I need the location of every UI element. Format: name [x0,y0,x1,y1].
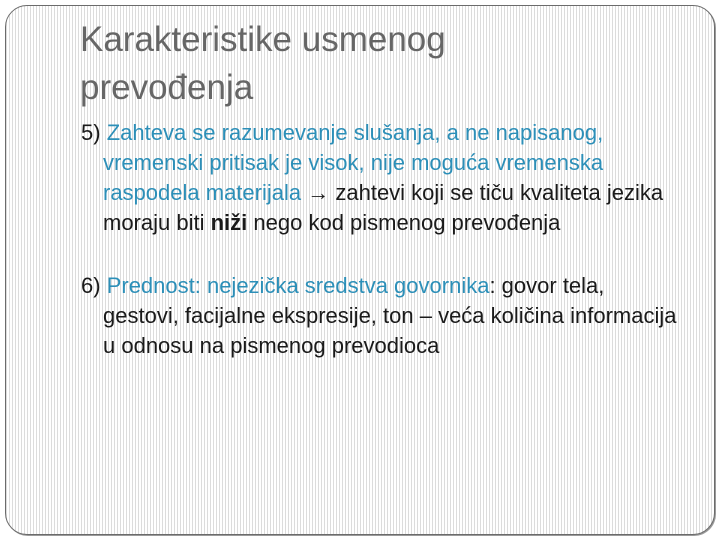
item-text: : govor tela, gestovi, facijalne ekspresije, ton – veća količina informacija u odnosu na pismenog prevodioca [103,273,677,358]
arrow-icon: → [307,180,330,205]
item-text: zahtevi koji se tiču kvaliteta jezika moraju biti [103,180,664,235]
item-highlight-text: Zahteva se razumevanje slušanja, a ne napisanog, vremenski pritisak je visok, nije moguća vremenska raspodela materijala [103,120,604,205]
item-number: 5) [81,120,101,145]
item-highlight-text: Prednost: nejezička sredstva govornika [106,273,490,298]
title-line-1: Karakteristike usmenog [80,20,446,59]
list-item-5 [81,118,681,238]
slide-content [81,118,681,361]
item-number: 6) [81,273,101,298]
list-item-6 [81,271,681,361]
item-text-end: nego kod pismenog prevođenja [253,210,561,235]
item-emphasis: niži [210,210,248,235]
slide [5,5,715,535]
title-line-2: prevođenja [80,68,254,107]
slide-title [80,16,680,112]
